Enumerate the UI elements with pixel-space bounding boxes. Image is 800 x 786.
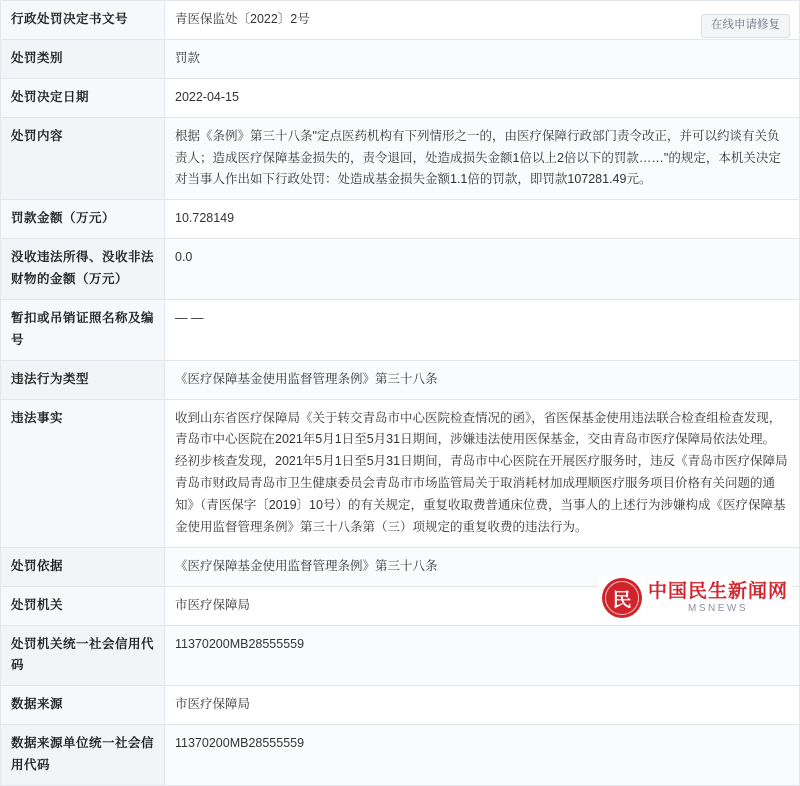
table-row [1, 200, 800, 239]
logo-name-en: MSNEWS [687, 602, 748, 614]
table-row [1, 625, 800, 686]
table-row [1, 1, 800, 40]
table-row [1, 686, 800, 725]
row-value: 《医疗保障基金使用监督管理条例》第三十八条 [165, 360, 800, 399]
row-value: 市医疗保障局 [165, 686, 800, 725]
row-label: 数据来源单位统一社会信用代码 [1, 725, 165, 786]
row-label: 处罚类别 [1, 39, 165, 78]
table-row [1, 299, 800, 360]
row-value: — — [165, 299, 800, 360]
table-row [1, 725, 800, 786]
logo-text [648, 582, 788, 614]
row-value: 《医疗保障基金使用监督管理条例》第三十八条 [165, 547, 800, 586]
row-value: 11370200MB28555559 [165, 625, 800, 686]
logo-mark-icon [602, 578, 642, 618]
row-value: 根据《条例》第三十八条"定点医药机构有下列情形之一的，由医疗保障行政部门责令改正，并可以约谈有关负责人；造成医疗保障基金损失的，责令退回，处造成损失金额1倍以上2倍以下的罚款……"的规定，本机关决定对当事人作出如下行政处罚：处造成基金损失金额1.1倍的罚款，即罚款107281.49元。 [165, 117, 800, 200]
row-value: 0.0 [165, 239, 800, 300]
table-row [1, 117, 800, 200]
row-label: 罚款金额（万元） [1, 200, 165, 239]
row-label: 处罚依据 [1, 547, 165, 586]
row-label: 数据来源 [1, 686, 165, 725]
row-label: 处罚机关 [1, 586, 165, 625]
row-label: 行政处罚决定书文号 [1, 1, 165, 40]
row-label: 处罚机关统一社会信用代码 [1, 625, 165, 686]
table-row [1, 78, 800, 117]
table-row [1, 399, 800, 547]
row-value: 2022-04-15 [165, 78, 800, 117]
logo-name-cn: 中国民生新闻网 [647, 581, 788, 603]
table-row [1, 39, 800, 78]
row-label: 处罚决定日期 [1, 78, 165, 117]
online-repair-apply-button[interactable]: 在线申请修复 [701, 14, 790, 38]
row-value: 市医疗保障局 [165, 586, 800, 625]
table-row [1, 360, 800, 399]
site-logo [598, 576, 792, 620]
row-label: 暂扣或吊销证照名称及编号 [1, 299, 165, 360]
row-value: 11370200MB28555559 [165, 725, 800, 786]
table-row [1, 239, 800, 300]
logo-glyph: 民 [612, 589, 632, 611]
row-label: 没收违法所得、没收非法财物的金额（万元） [1, 239, 165, 300]
row-label: 违法行为类型 [1, 360, 165, 399]
row-label: 处罚内容 [1, 117, 165, 200]
row-value: 10.728149 [165, 200, 800, 239]
row-value: 青医保监处〔2022〕2号 [165, 1, 800, 40]
row-value: 罚款 [165, 39, 800, 78]
row-value: 收到山东省医疗保障局《关于转交青岛市中心医院检查情况的函》，省医保基金使用违法联合检查组检查发现，青岛市中心医院在2021年5月1日至5月31日期间，涉嫌违法使用医保基金，交由青岛市医疗保障局依法处理。 经初步核查发现，2021年5月1日至5月31日期间，青岛市中心医院在开展医疗服务时，违反《青岛市医疗保障局青岛市财政局青岛市卫生健康委员会青岛市市场监管局关于取消耗材加成理顺医疗服务项目价格有关问题的通知》（青医保字〔2019〕10号）的有关规定，重复收取费普通床位费，当事人的上述行为涉嫌构成《医疗保障基金使用监督管理条例》第三十八条第（三）项规定的重复收费的违法行为。 [165, 399, 800, 547]
row-label: 违法事实 [1, 399, 165, 547]
